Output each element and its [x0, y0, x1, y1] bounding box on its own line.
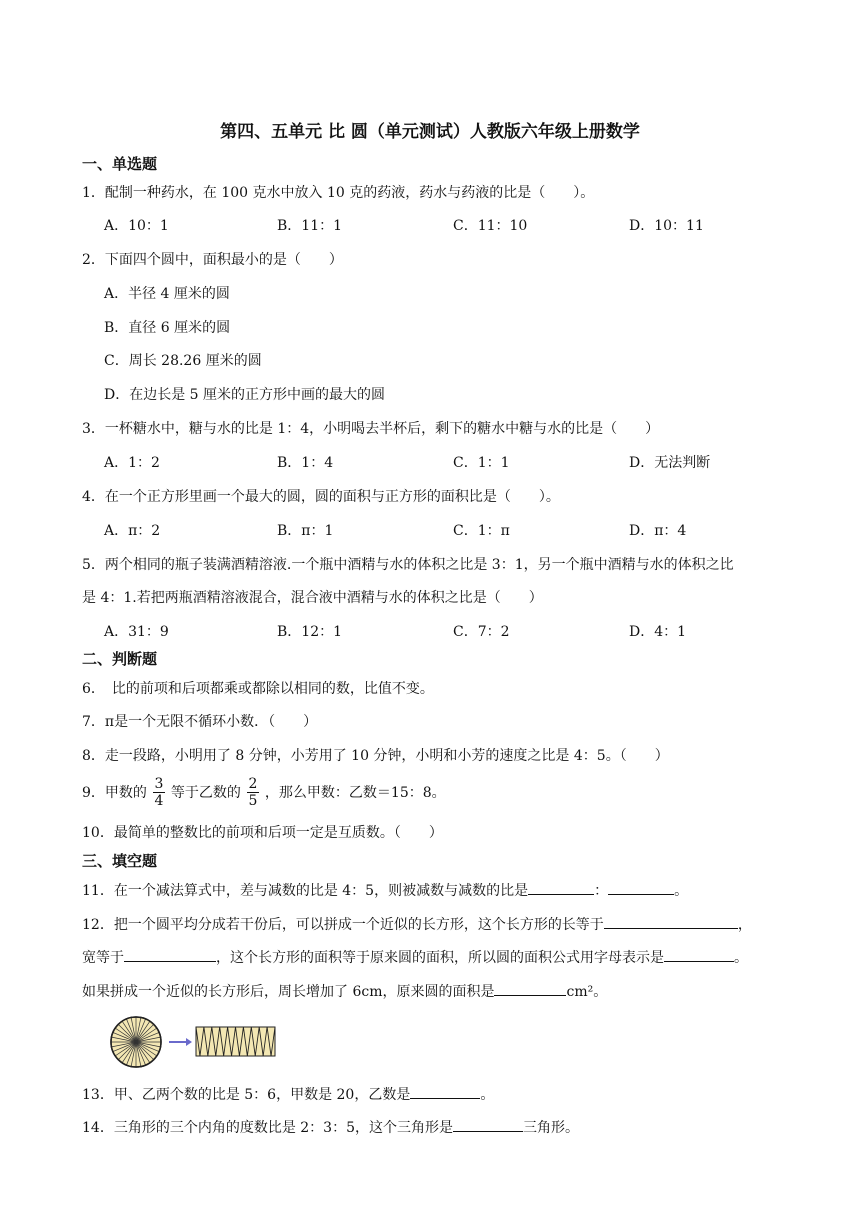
answer-blank[interactable] [604, 914, 738, 929]
q1-option-a: A．10：1 [104, 218, 169, 234]
question-1: 1．配制一种药水，在 100 克水中放入 10 克的药液，药水与药液的比是（ ）。 [82, 185, 595, 201]
section-heading-true-false: 二、判断题 [82, 650, 158, 668]
q5-option-b: B．12：1 [277, 624, 343, 640]
fraction-2-denominator: 5 [248, 792, 258, 809]
answer-blank[interactable] [494, 981, 566, 996]
q12-text-2a: 宽等于 [82, 950, 124, 966]
question-14 [82, 1117, 579, 1137]
q1-option-b: B．11：1 [277, 218, 343, 234]
q12-text-3: 如果拼成一个近似的长方形后，周长增加了 6cm，原来圆的面积是 [82, 984, 495, 1000]
q4-option-c: C．1：π [453, 523, 510, 539]
question-12-line-2 [82, 947, 748, 967]
question-2: 2．下面四个圆中，面积最小的是（ ） [82, 252, 343, 268]
q1-option-c: C．11：10 [453, 218, 528, 234]
question-12-line-1 [82, 914, 752, 934]
question-11 [82, 880, 688, 900]
answer-blank[interactable] [410, 1084, 480, 1099]
q9-prefix: 9．甲数的 [82, 785, 147, 801]
page-title: 第四、五单元 比 圆（单元测试）人教版六年级上册数学 [220, 122, 640, 142]
section-heading-fill-blank: 三、填空题 [82, 852, 158, 870]
q4-option-d: D．π：4 [629, 523, 687, 539]
q2-option-b: B．直径 6 厘米的圆 [104, 320, 231, 336]
fraction-two-fifths [247, 776, 259, 809]
q14-end: 三角形。 [523, 1120, 579, 1136]
q1-option-d: D．10：11 [629, 218, 704, 234]
question-3: 3．一杯糖水中，糖与水的比是 1：4，小明喝去半杯后，剩下的糖水中糖与水的比是（ ） [82, 421, 660, 437]
fraction-three-quarters [153, 776, 165, 809]
answer-blank[interactable] [664, 947, 734, 962]
q5-option-d: D．4：1 [629, 624, 687, 640]
q11-text: 11．在一个减法算式中，差与减数的比是 4：5，则被减数与减数的比是 [82, 883, 529, 899]
q3-option-c: C．1：1 [453, 455, 510, 471]
q2-option-d: D．在边长是 5 厘米的正方形中画的最大的圆 [104, 387, 386, 403]
question-9 [82, 772, 446, 812]
question-8: 8．走一段路，小明用了 8 分钟，小芳用了 10 分钟，小明和小芳的速度之比是 4：5。（ ） [82, 748, 669, 764]
q12-comma: ， [737, 917, 752, 933]
answer-blank[interactable] [124, 947, 216, 962]
q5-option-c: C．7：2 [453, 624, 510, 640]
question-5-line-1: 5．两个相同的瓶子装满酒精溶液.一个瓶中酒精与水的体积之比是 3：1，另一个瓶中酒精与水的体积之比 [82, 557, 734, 573]
q11-end: 。 [674, 883, 689, 899]
q3-option-a: A．1：2 [104, 455, 160, 471]
q5-option-a: A．31：9 [104, 624, 169, 640]
q12-period: 。 [734, 950, 748, 966]
answer-blank[interactable] [608, 880, 674, 895]
question-13 [82, 1084, 494, 1104]
answer-blank[interactable] [453, 1117, 523, 1132]
q4-option-a: A．π：2 [104, 523, 161, 539]
q12-text-1: 12．把一个圆平均分成若干份后，可以拼成一个近似的长方形，这个长方形的长等于 [82, 917, 604, 933]
q3-option-d: D．无法判断 [629, 455, 711, 471]
question-5-line-2: 是 4：1.若把两瓶酒精溶液混合，混合液中酒精与水的体积之比是（ ） [82, 590, 543, 606]
question-7: 7．π是一个无限不循环小数．（ ） [82, 714, 318, 730]
sectored-circle-icon [111, 1017, 161, 1067]
q13-end: 。 [480, 1087, 495, 1103]
q14-text: 14．三角形的三个内角的度数比是 2：3：5，这个三角形是 [82, 1120, 453, 1136]
q2-option-a: A．半径 4 厘米的圆 [104, 286, 230, 302]
answer-blank[interactable] [528, 880, 594, 895]
q11-separator: ： [594, 883, 609, 899]
q2-option-c: C．周长 28.26 厘米的圆 [104, 353, 262, 369]
fraction-2-numerator: 2 [248, 775, 258, 792]
question-12-line-3 [82, 981, 607, 1001]
q4-option-b: B．π：1 [277, 523, 334, 539]
zigzag-rectangle-icon [196, 1027, 275, 1056]
q9-suffix: ，那么甲数：乙数＝15：8。 [264, 785, 446, 801]
section-heading-single-choice: 一、单选题 [82, 155, 158, 173]
question-10: 10．最简单的整数比的前项和后项一定是互质数。（ ） [82, 825, 443, 841]
q13-text: 13．甲、乙两个数的比是 5：6，甲数是 20，乙数是 [82, 1087, 411, 1103]
q12-unit: cm²。 [566, 984, 608, 1000]
arrow-icon [169, 1038, 192, 1046]
q9-middle: 等于乙数的 [170, 785, 241, 801]
circle-to-rectangle-diagram [108, 1013, 280, 1071]
question-4: 4．在一个正方形里画一个最大的圆，圆的面积与正方形的面积比是（ ）。 [82, 489, 560, 505]
fraction-1-numerator: 3 [154, 775, 164, 792]
fraction-1-denominator: 4 [154, 792, 164, 809]
question-6: 6． 比的前项和后项都乘或都除以相同的数，比值不变。 [82, 681, 434, 697]
q3-option-b: B．1：4 [277, 455, 334, 471]
q12-text-2b: ，这个长方形的面积等于原来圆的面积，所以圆的面积公式用字母表示是 [216, 950, 664, 966]
